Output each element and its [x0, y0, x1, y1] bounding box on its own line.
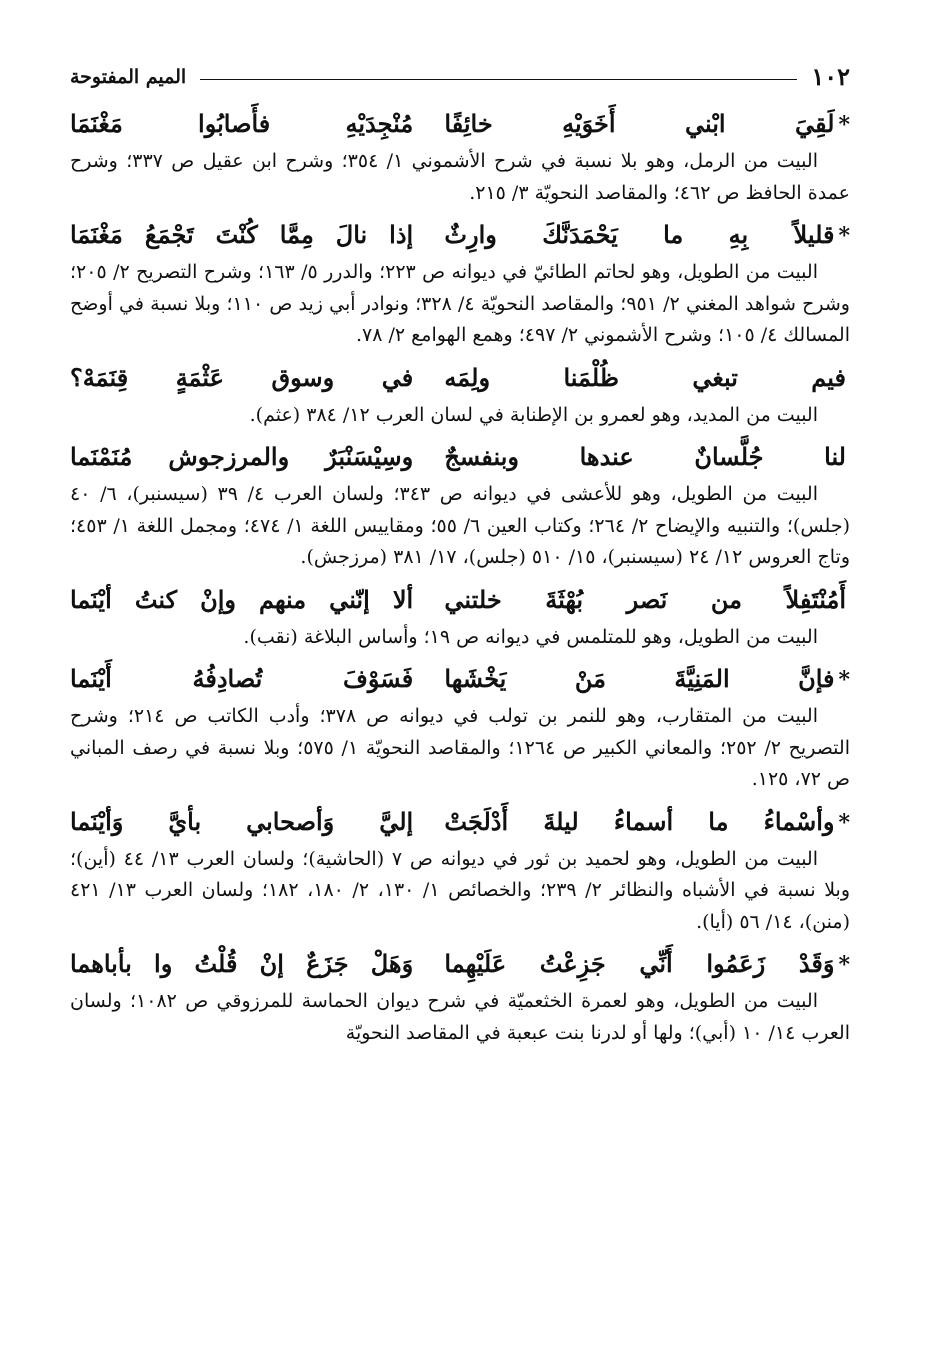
running-title: الميم المفتوحة [70, 66, 187, 88]
first-hemistich-text: قليلاً بِهِ ما يَحْمَدَنَّكَ وارِثٌ [444, 220, 835, 249]
verse-entry [70, 213, 850, 352]
citation-note: البيت من الطويل، وهو لحاتم الطائيّ في ديوانه ص ٢٢٣؛ والدرر ٥/ ١٦٣؛ وشرح التصريح ٢/ ٢٠٥؛ وشرح شواهد المغني ٢/ ٩٥١؛ والمقاصد النحويّة ٤/ ٣٢٨؛ ونوادر أبي زيد ص ١١٠؛ وبلا نسبة في أوضح المسالك ٤/ ١٠٥؛ وشرح الأشموني ٢/ ٤٩٧؛ وهمع الهوامع ٢/ ٧٨. [70, 261, 850, 346]
star-marker: * [838, 952, 850, 978]
verse-second-hemistich: في وسوق عَثْمَةٍ قِنَمَهْ؟ [70, 362, 414, 392]
citation-note: البيت من الطويل، وهو لحميد بن ثور في ديوانه ص ٧ (الحاشية)؛ ولسان العرب ١٣/ ٤٤ (أين)؛ وبلا نسبة في الأشباه والنظائر ٢/ ٢٣٩؛ والخصائص ١/ ١٣٠، ٢/ ١٨٠، ١٨٢؛ ولسان العرب ١٣/ ٤٢١ (منن)، ١٤/ ٥٦ (أيا). [70, 847, 851, 933]
first-hemistich-text: أَمُنْتَفِلاً من نَصر بُهْثَةَ خلتني [444, 584, 846, 614]
verse-entry [70, 356, 850, 432]
citation-note: البيت من المتقارب، وهو للنمر بن تولب في ديوانه ص ٣٧٨؛ وأدب الكاتب ص ٢١٤؛ وشرح التصريح ٢/ ٢٥٢؛ والمعاني الكبير ص ١٢٦٤؛ والمقاصد النحويّة ١/ ٥٧٥؛ وبلا نسبة في رصف المباني ص ٧٢، ١٢٥. [70, 705, 850, 790]
first-hemistich-text: وأسْماءُ ما أسماءُ ليلةَ أَدْلَجَتْ [444, 806, 835, 836]
first-hemistich-text: لَقِيَ ابْني أَخَوَيْهِ خائِفًا [444, 109, 835, 138]
verse-line [70, 356, 850, 400]
first-hemistich-text: فإنَّ المَنِيَّةَ مَنْ يَخْشَها [444, 664, 835, 693]
verse-first-hemistich [444, 800, 850, 844]
verse-first-hemistich [444, 657, 850, 701]
verse-line [70, 800, 850, 844]
star-marker: * [838, 667, 850, 693]
verse-line [70, 102, 850, 146]
verse-second-hemistich: مُنْجِدَيْهِ فأَصابُوا مَغْنَمَا [70, 109, 414, 138]
page-header [70, 52, 850, 92]
citation-note: البيت من المديد، وهو لعمرو بن الإطنابة في لسان العرب ١٢/ ٣٨٤ (عثم). [249, 403, 818, 426]
first-hemistich-text: وَقَدْ زَعَمُوا أَنِّي جَزِعْتُ عَلَيْهِما [444, 949, 835, 978]
verse-line [70, 578, 850, 622]
citation-note: البيت من الطويل، وهو لعمرة الخثعميّة في شرح ديوان الحماسة للمرزوقي ص ١٠٨٢؛ ولسان العرب ١٤/ ١٠ (أبي)؛ ولها أو لدرنا بنت عبعبة في المقاصد النحويّة [70, 990, 850, 1044]
verse-first-hemistich [444, 102, 850, 146]
citation-note: البيت من الطويل، وهو للأعشى في ديوانه ص ٣٤٣؛ ولسان العرب ٤/ ٣٩ (سيسنبر)، ٦/ ٤٠ (جلس)؛ والتنبيه والإيضاح ٢/ ٢٦٤؛ وكتاب العين ٦/ ٥٥؛ ومقاييس اللغة ١/ ٤٧٤؛ ومجمل اللغة ١/ ٤٥٣؛ وتاج العروس ١٢/ ٢٤ (سيسنبر)، ١٥/ ٥١٠ (جلس)، ١٧/ ٣٨١ (مرزجش). [70, 483, 850, 568]
verse-first-hemistich [444, 578, 850, 622]
star-marker: * [838, 809, 850, 836]
verse-line [70, 942, 850, 986]
verse-entry [70, 102, 850, 209]
star-marker: * [838, 112, 850, 138]
book-page [70, 52, 850, 1053]
star-marker: * [838, 223, 850, 249]
verse-second-hemistich: إذا نالَ مِمَّا كُنْتَ تَجْمَعُ مَغْنَمَا [70, 220, 414, 249]
verse-second-hemistich: وسِيْسَنْبَرٌ والمرزجوش مُنَمْنَما [70, 442, 414, 471]
verse-entry [70, 657, 850, 796]
verse-line [70, 657, 850, 701]
first-hemistich-text: فيم تبغي ظُلْمَنا ولِمَه [444, 362, 846, 392]
verse-line [70, 213, 850, 257]
verse-first-hemistich [444, 213, 850, 257]
verse-second-hemistich: فَسَوْفَ تُصادِفُهُ أَيْنَما [70, 664, 414, 693]
verse-entry [70, 800, 850, 939]
verse-first-hemistich [444, 356, 850, 400]
verse-line [70, 435, 850, 479]
verse-entry [70, 942, 850, 1049]
verse-second-hemistich: وَهَلْ جَزَعٌ إنْ قُلْتُ وا بأباهما [70, 949, 414, 978]
header-rule [200, 79, 797, 80]
first-hemistich-text: لنا جُلَّسانٌ عندها وبنفسجٌ [444, 442, 846, 471]
verse-entry [70, 435, 850, 574]
verse-first-hemistich [444, 942, 850, 986]
verse-second-hemistich: إليَّ وَأصحابي بأيَّ وَأيْنَما [70, 806, 414, 836]
citation-note: البيت من الطويل، وهو للمتلمس في ديوانه ص ١٩؛ وأساس البلاغة (نقب). [243, 625, 818, 648]
verse-first-hemistich [444, 435, 850, 479]
citation-note: البيت من الرمل، وهو بلا نسبة في شرح الأشموني ١/ ٣٥٤؛ وشرح ابن عقيل ص ٣٣٧؛ وشرح عمدة الحافظ ص ٤٦٢؛ والمقاصد النحويّة ٣/ ٢١٥. [70, 150, 850, 204]
verse-entry [70, 578, 850, 654]
page-number: ١٠٢ [811, 62, 850, 91]
verse-second-hemistich: ألا إنّني منهم وإنْ كنتُ أيْنَما [70, 584, 414, 614]
